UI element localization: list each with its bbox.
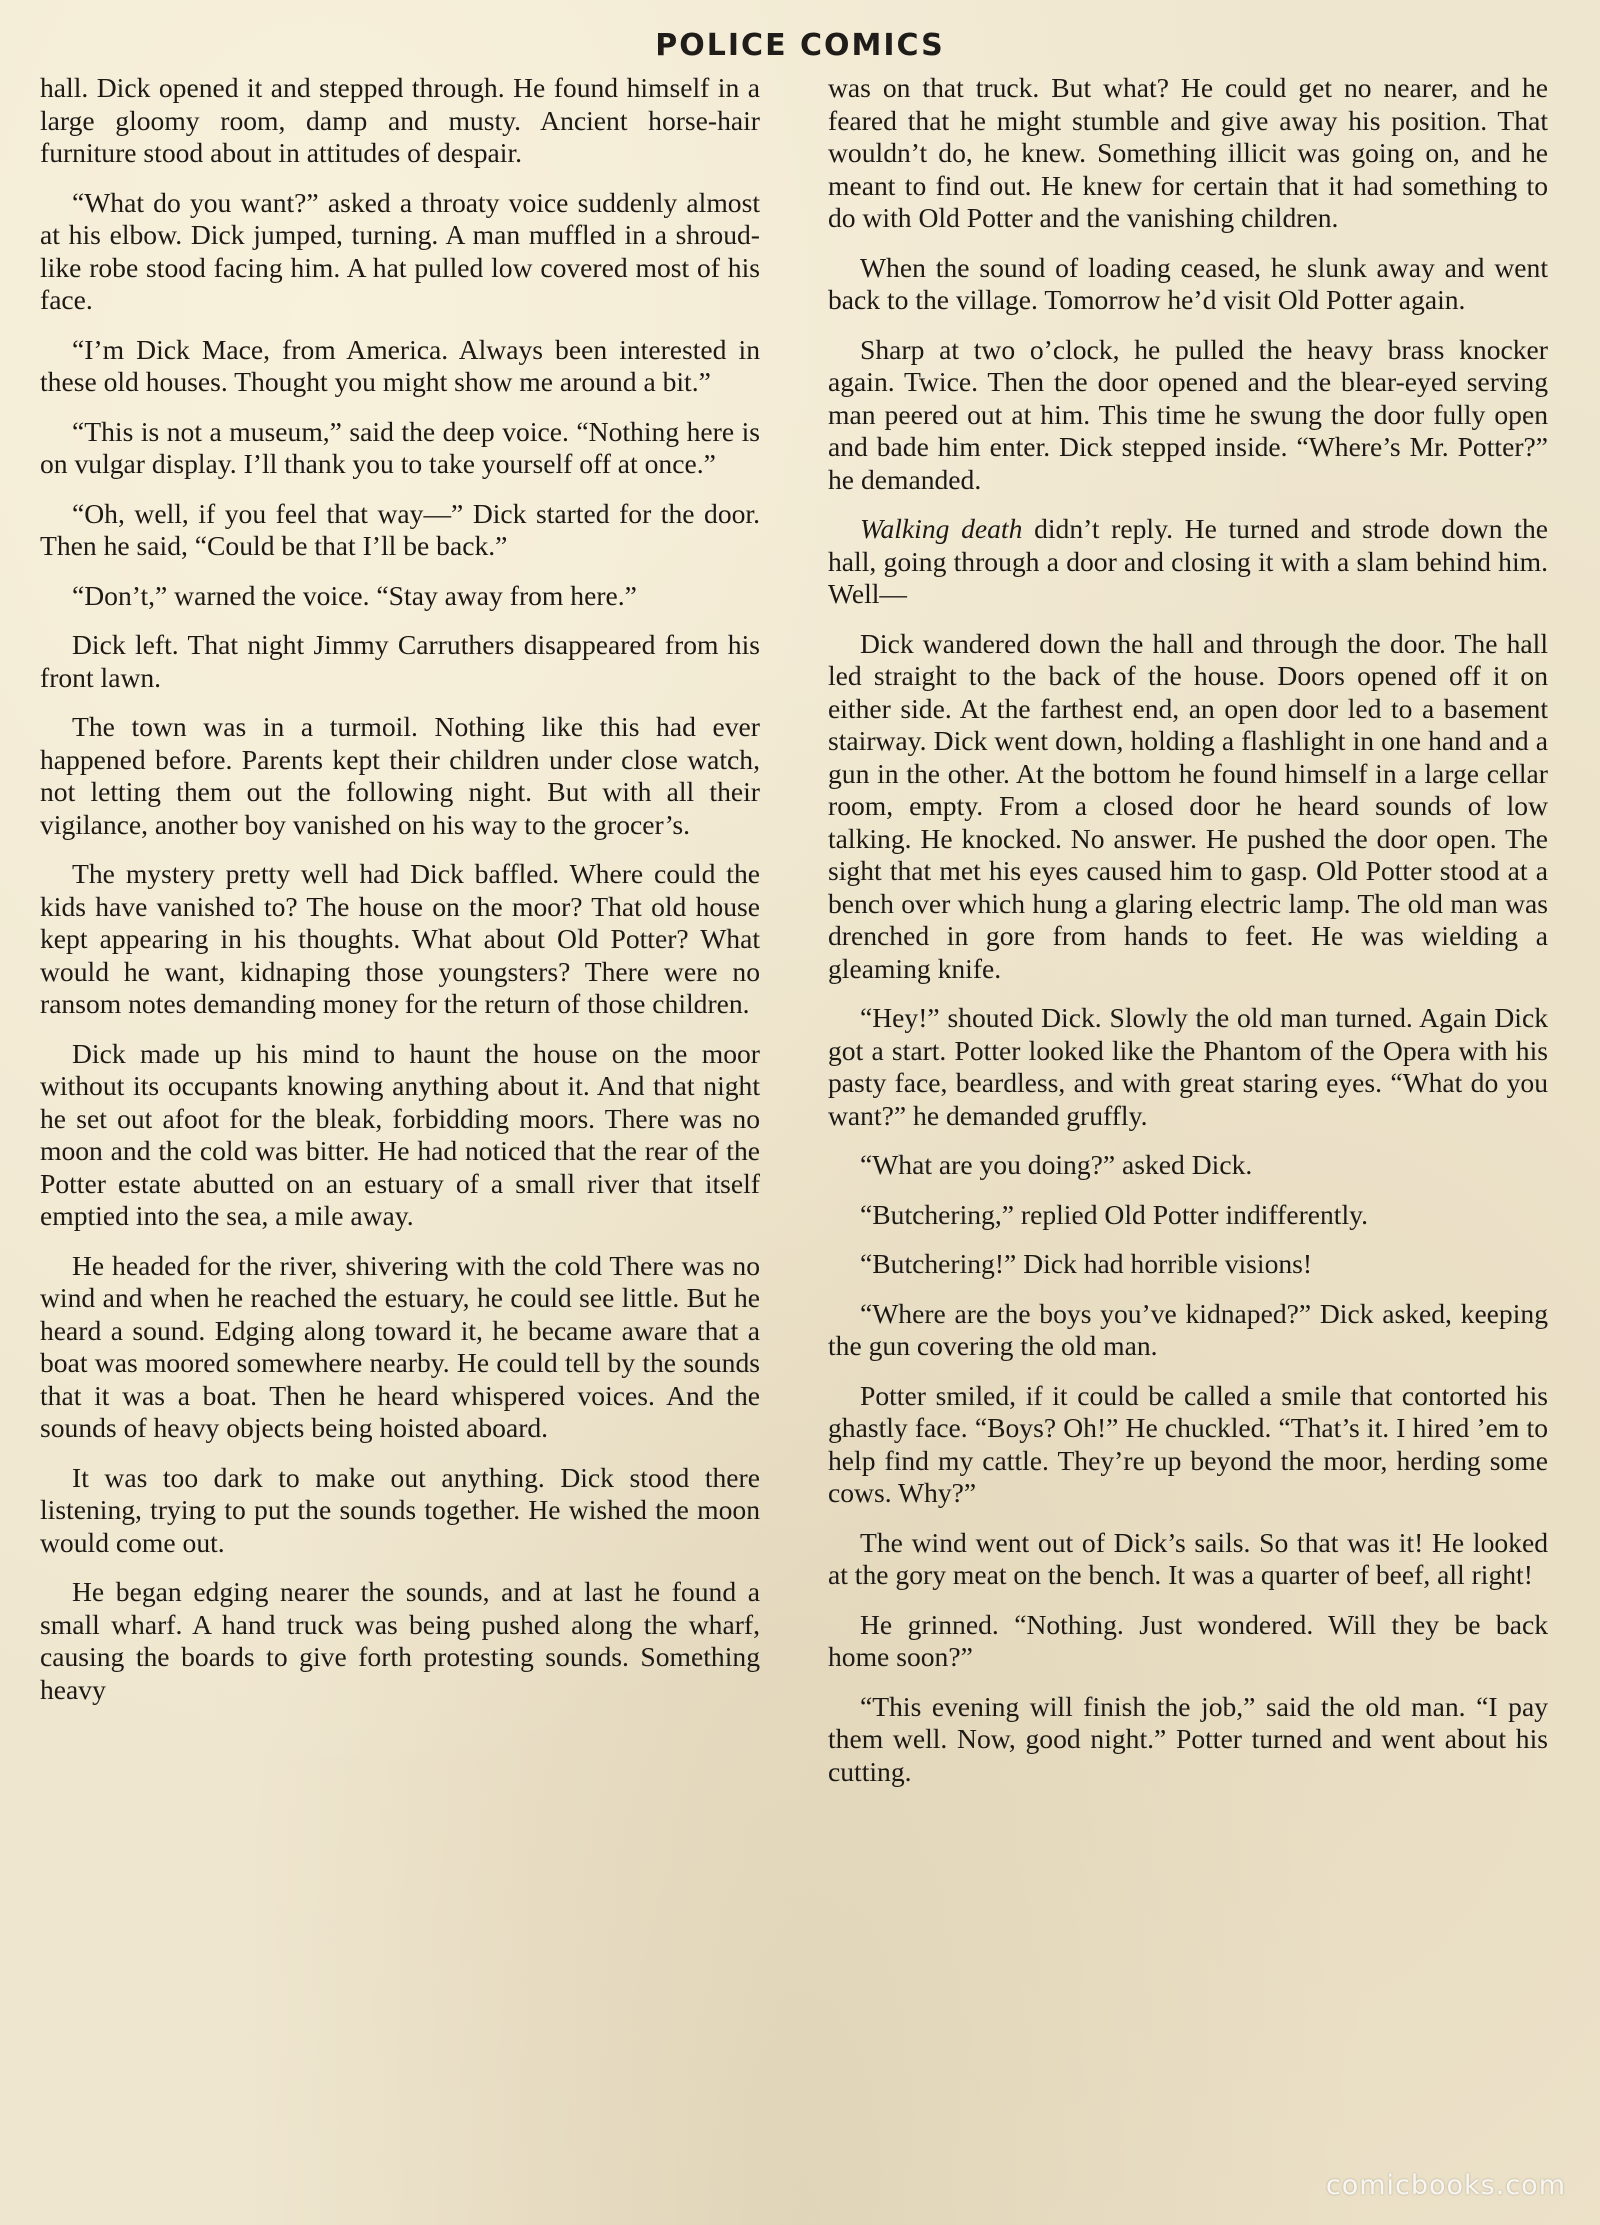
paragraph: “Where are the boys you’ve kidnaped?” Dick asked, keeping the gun covering the old man. bbox=[828, 1297, 1548, 1361]
paragraph-with-italic-lead bbox=[828, 513, 1548, 611]
paragraph: “What do you want?” asked a throaty voice suddenly almost at his elbow. Dick jumped, turning. A man muffled in a shroud-like robe stood facing him. A hat pulled low covered most of his face. bbox=[40, 186, 760, 315]
right-text-column bbox=[828, 72, 1548, 1788]
paragraph: “This is not a museum,” said the deep voice. “Nothing here is on vulgar display. I’ll thank you to take yourself off at once.” bbox=[40, 415, 760, 479]
paragraph: Potter smiled, if it could be called a smile that contorted his ghastly face. “Boys? Oh!” He chuckled. “That’s it. I hired ’em to help find my cattle. They’re up beyond the moor, herding some cows. Why?” bbox=[828, 1379, 1548, 1508]
left-text-column bbox=[40, 72, 760, 1706]
paragraph: Dick left. That night Jimmy Carruthers disappeared from his front lawn. bbox=[40, 629, 760, 693]
paragraph: “This evening will finish the job,” said the old man. “I pay them well. Now, good night.” Potter turned and went about his cutting. bbox=[828, 1690, 1548, 1787]
paragraph: When the sound of loading ceased, he slunk away and went back to the village. Tomorrow he’d visit Old Potter again. bbox=[828, 251, 1548, 315]
paragraph: “Hey!” shouted Dick. Slowly the old man turned. Again Dick got a start. Potter looked like the Phantom of the Opera with his pasty face, beardless, and with great staring eyes. “What do you want?” he demanded gruffly. bbox=[828, 1002, 1548, 1131]
paragraph: It was too dark to make out anything. Dick stood there listening, trying to put the sounds together. He wished the moon would come out. bbox=[40, 1461, 760, 1558]
italic-lead: Walking death bbox=[860, 513, 1023, 544]
paragraph: He grinned. “Nothing. Just wondered. Will they be back home soon?” bbox=[828, 1608, 1548, 1672]
paragraph: was on that truck. But what? He could get no nearer, and he feared that he might stumble and give away his position. That wouldn’t do, he knew. Something illicit was going on, and he meant to find out. He knew for certain that it had something to do with Old Potter and the vanishing children. bbox=[828, 72, 1548, 233]
paragraph: “What are you doing?” asked Dick. bbox=[860, 1149, 1253, 1180]
paragraph: hall. Dick opened it and stepped through. He found himself in a large gloomy room, damp and musty. Ancient horse-hair furniture stood about in attitudes of despair. bbox=[40, 72, 760, 168]
paragraph: “Oh, well, if you feel that way—” Dick started for the door. Then he said, “Could be that I’ll be back.” bbox=[40, 497, 760, 561]
paragraph: The mystery pretty well had Dick baffled. Where could the kids have vanished to? The house on the moor? That old house kept appearing in his thoughts. What about Old Potter? What would he want, kidnaping those youngsters? There were no ransom notes demanding money for the return of those children. bbox=[40, 858, 760, 1019]
paragraph: “Butchering,” replied Old Potter indifferently. bbox=[860, 1198, 1369, 1230]
paragraph: Sharp at two o’clock, he pulled the heavy brass knocker again. Twice. Then the door opened and the blear-eyed serving man peered out at him. This time he swung the door fully open and bade him enter. Dick stepped inside. “Where’s Mr. Potter?” he demanded. bbox=[828, 333, 1548, 495]
site-watermark: comicbooks.com bbox=[1325, 2170, 1566, 2201]
paragraph-rest: didn’t reply. He turned and strode down the hall, going through a door and closing it with a slam behind him. Well— bbox=[828, 513, 1548, 609]
paragraph: Dick wandered down the hall and through the door. The hall led straight to the back of the house. Doors opened off it on either side. At the farthest end, an open door led to a basement stairway. Dick went down, holding a flashlight in one hand and a gun in the other. At the bottom he found himself in a large cellar room, empty. From a closed door he heard sounds of low talking. He knocked. No answer. He pushed the door open. The sight that met his eyes caused him to gasp. Old Potter stood at a bench over which hung a glaring electric lamp. The old man was drenched in gore from hands to feet. He was wielding a gleaming knife. bbox=[828, 627, 1548, 984]
paragraph: He headed for the river, shivering with the cold There was no wind and when he reached the estuary, he could see little. But he heard a sound. Edging along toward it, he became aware that a boat was moored somewhere nearby. He could tell by the sounds that it was a boat. Then he heard whispered voices. And the sounds of heavy objects being hoisted aboard. bbox=[40, 1249, 760, 1443]
page-header-title: POLICE COMICS bbox=[655, 28, 945, 63]
paragraph: “Don’t,” warned the voice. “Stay away from here.” bbox=[72, 579, 637, 611]
paragraph: He began edging nearer the sounds, and at last he found a small wharf. A hand truck was being pushed along the wharf, causing the boards to give forth protesting sounds. Something heavy bbox=[40, 1576, 760, 1705]
paragraph: Dick made up his mind to haunt the house on the moor without its occupants knowing anything about it. And that night he set out afoot for the bleak, forbidding moors. There was no moon and the cold was bitter. He had noticed that the rear of the Potter estate abutted on an estuary of a small river that itself emptied into the sea, a mile away. bbox=[40, 1037, 760, 1231]
paragraph: “I’m Dick Mace, from America. Always been interested in these old houses. Thought you might show me around a bit.” bbox=[40, 333, 760, 397]
paragraph: “Butchering!” Dick had horrible visions! bbox=[860, 1248, 1313, 1279]
paragraph: The wind went out of Dick’s sails. So that was it! He looked at the gory meat on the bench. It was a quarter of beef, all right! bbox=[828, 1526, 1548, 1590]
paragraph: The town was in a turmoil. Nothing like this had ever happened before. Parents kept their children under close watch, not letting them out the following night. But with all their vigilance, another boy vanished on his way to the grocer’s. bbox=[40, 711, 760, 840]
